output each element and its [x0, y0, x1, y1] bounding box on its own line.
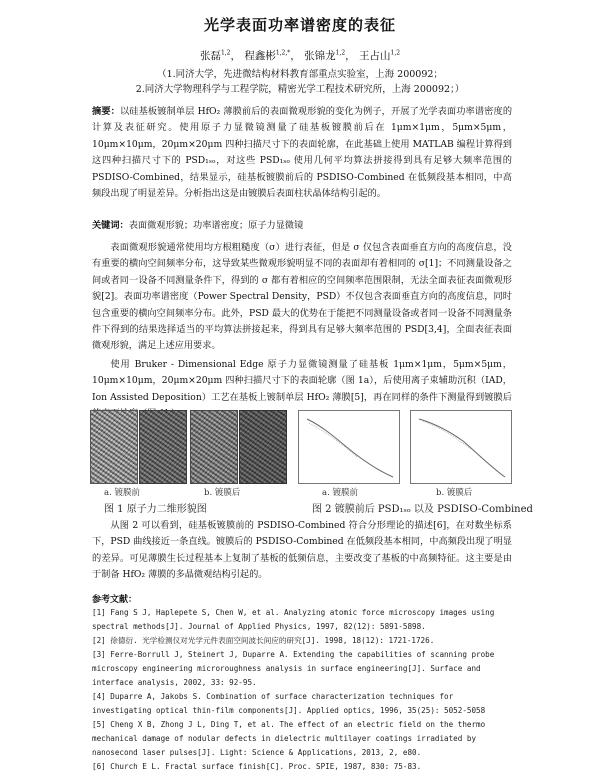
psd-plot-a	[298, 410, 400, 484]
figure-2	[298, 410, 514, 496]
afm-image	[190, 410, 238, 484]
fig1-sublabel-a: a. 镀膜前	[104, 488, 140, 498]
reference-item: [5] Cheng X B, Zhong J L, Ding T, et al. The effect of an electric field on the thermo mechanical damage of nodular defects in dielectric multilayer coatings irradiated by nanosecond laser pulses[J]. Light: Science & Applications, 2013, 2, e80.	[92, 720, 486, 757]
reference-item: [6] Church E L. Fractal surface finish[C]. Proc. SPIE, 1987, 830: 75-83.	[92, 762, 422, 771]
body-paragraph-3: 从图 2 可以看到，硅基板镀膜前的 PSDISO-Combined 符合分形理论的描述[6]，在对数坐标系下，PSD 曲线接近一条直线。镀膜后的 PSDISO-Combined 在低频段基本相同，中高频段出现了明显的差异。可见薄膜生长过程基本上复制了基板的低频信息，主要改变了基板的中高频特征。这主要是由于制备 HfO₂ 薄膜的多晶微观结构引起的。	[92, 520, 512, 581]
author-name: 张磊	[199, 50, 221, 62]
abstract-label: 摘要：	[92, 106, 120, 117]
reference-item: [3] Ferre-Borrull J, Steinert J, Duparre A. Extending the capabilities of scanning probe microscopy engineering microroughness analysis in surface engineering[J]. Surface and interface analysis, 2002, 33: 92-95.	[92, 650, 495, 687]
afm-image	[90, 410, 138, 484]
author-line: 张磊$^{1,2}$， 程鑫彬$^{1,2,*}$， 张锦龙$^{1,2}$， 王占山$^{1,2}$	[199, 49, 401, 62]
author-sup: 1,2,*	[275, 49, 291, 57]
figure-2-caption: 图 2 镀膜前后 PSD₁ₛₒ 以及 PSDISO-Combined	[312, 504, 533, 515]
author-name: 张锦龙	[304, 50, 336, 62]
keywords	[92, 218, 512, 234]
abstract-text: 以硅基板镀制单层 HfO₂ 薄膜前后的表面微观形貌的变化为例子，开展了光学表面功率谱密度的计算及表征研究。使用原子力显微镜测量了硅基板镀膜前后在 1μm×1μm，5μm×5μm，10μm×10μm，20μm×20μm 四种扫描尺寸下的表面轮廓，在此基础上使用 MATLAB 编程计算得到这四种扫描尺寸下的 PSD₁ₛₒ，对这些 PSD₁ₛₒ 使用几何平均算法拼接得到具有足够大频率范围的 PSDISO-Combined，结果显示，硅基板镀膜前后的 PSDISO-Combined 在低频段基本相同，中高频段出现了明显差异。分析指出这是由镀膜后表面柱状晶体结构引起的。	[92, 106, 513, 200]
paper-title: 光学表面功率谱密度的表征	[203, 16, 396, 34]
abstract	[92, 104, 512, 202]
reference-item: [4] Duparre A, Jakobs S. Combination of surface characterization techniques for investigating optical thin-film components[J]. Applied optics, 1996, 35(25): 5052-5058	[92, 692, 486, 715]
reference-item: [2] 徐德衍. 光学检测仪对光学元件表面空间波长间应的研究[J]. 1998, 18(12): 1721-1726.	[92, 636, 435, 645]
fig1-sublabel-b: b. 镀膜后	[204, 488, 241, 498]
afm-image	[239, 410, 287, 484]
reference-item: [1] Fang S J, Haplepete S, Chen W, et al. Analyzing atomic force microscopy images using spectral methods[J]. Journal of Applied Physics, 1997, 82(12): 5891-5898.	[92, 608, 495, 631]
fig2-sublabel-b: b. 镀膜后	[436, 488, 473, 498]
figure-1-caption: 图 1 原子力二维形貌图	[104, 504, 207, 515]
author-sup: 1,2	[335, 49, 346, 57]
affiliation-2: 2.同济大学物理科学与工程学院，精密光学工程技术研究所，上海 200092；）	[135, 84, 465, 95]
author-sup: 1,2	[390, 49, 401, 57]
fig2-sublabel-a: a. 镀膜前	[322, 488, 358, 498]
author-sup: 1,2	[220, 49, 231, 57]
references-title: 参考文献：	[92, 595, 138, 605]
author-name: 程鑫彬	[244, 50, 276, 62]
keywords-label: 关键词：	[92, 220, 129, 231]
body-paragraph-2: 使用 Bruker - Dimensional Edge 原子力显微镜测量了硅基板 1μm×1μm，5μm×5μm，10μm×10μm，20μm×20μm 四种扫描尺寸下的表面轮廓（图 1a），后使用离子束辅助沉积（IAD，Ion Assisted Deposition）工艺在基板上镀制单层 HfO₂ 薄膜[5]，再在同样的条件下测量得到镀膜后	[92, 359, 512, 403]
affiliation-1: （1.同济大学，先进微结构材料教育部重点实验室，上海 200092；	[157, 69, 443, 80]
references-list	[92, 606, 512, 774]
afm-image	[139, 410, 187, 484]
figure-1	[90, 410, 286, 496]
keywords-text: 表面微观形貌；功率谱密度；原子力显微镜	[128, 220, 304, 231]
author-name: 王占山	[359, 50, 391, 62]
psd-plot-b	[410, 410, 512, 484]
body-paragraph-1: 表面微观形貌通常使用均方根粗糙度（σ）进行表征，但是 σ 仅包含表面垂直方向的高度信息，没有重要的横向空间频率分布，这导致某些微观形貌明显不同的表面却有着相同的 σ[1]；不同测量设备之间或者同一设备不同测量条件下，得到的 σ 都有着相应的空间频率范围限制，无法全面表征表面微观形貌[2]。表面功率谱密度（Power Spectral Density，PSD）不仅包含表面垂直方向的高度信息，同时包含重要的横向空间频率分布。此外，PSD 最大的优势在于能把不同测量设备或者同一设备不同测量条件下得到的结果选择适当的平均算法拼接起来，得到具有足够大频率范围的 PSD[3,4]，全面表征表面微观形貌，满足上述应用要求。	[92, 242, 512, 352]
